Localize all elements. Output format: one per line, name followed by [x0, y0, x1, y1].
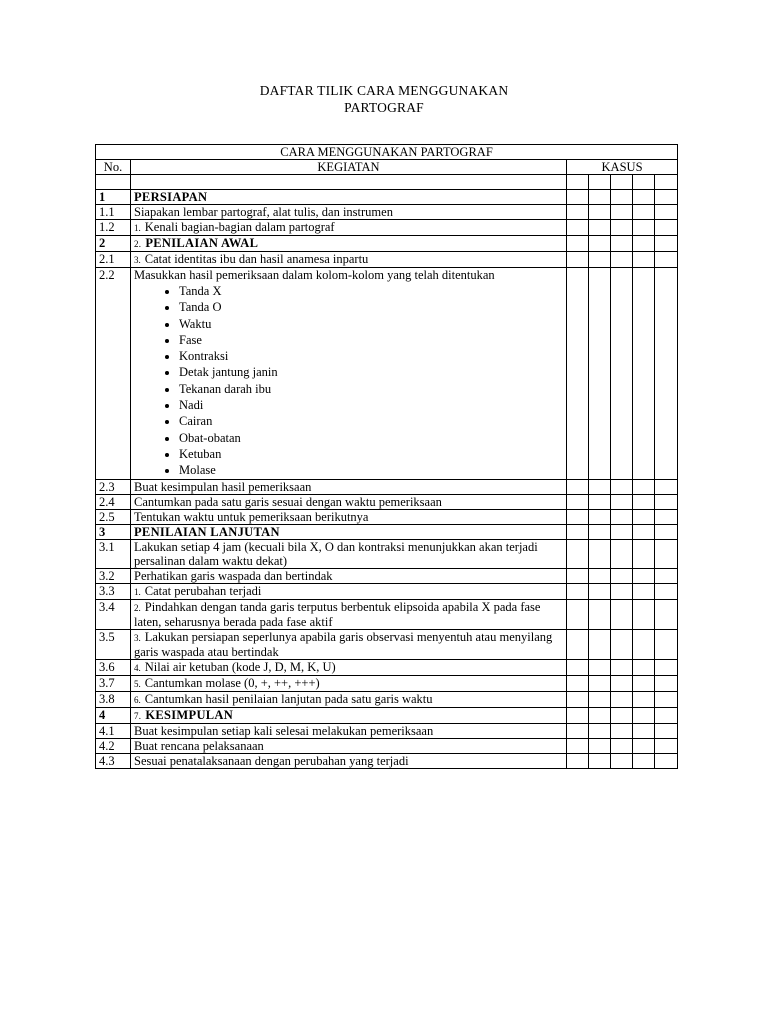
parameter-list [134, 283, 563, 479]
list-prefix: 1. [134, 586, 141, 597]
row-number: 3 [96, 524, 131, 539]
row-activity: Perhatikan garis waspada dan bertindak [131, 568, 567, 583]
row-number: 4.2 [96, 738, 131, 753]
kasus-cell[interactable] [567, 723, 589, 738]
kasus-cell[interactable] [567, 524, 589, 539]
kasus-cell[interactable] [655, 175, 678, 190]
title-line-1: DAFTAR TILIK CARA MENGGUNAKAN [259, 83, 509, 98]
document-title [0, 82, 768, 116]
activity-text: Nilai air ketuban (kode J, D, M, K, U) [144, 659, 336, 674]
kasus-cell[interactable] [567, 568, 589, 583]
kasus-cell[interactable] [611, 675, 633, 691]
kasus-cell[interactable] [589, 175, 611, 190]
title-line-2: PARTOGRAF [344, 100, 424, 115]
kasus-cell[interactable] [655, 190, 678, 205]
kasus-cell[interactable] [611, 539, 633, 568]
kasus-cell[interactable] [567, 479, 589, 494]
list-item: • Detak jantung janin [179, 364, 563, 380]
kasus-cell[interactable] [589, 205, 611, 220]
list-item: • Tanda O [179, 299, 563, 315]
list-prefix: 7. [134, 710, 142, 721]
kasus-cell[interactable] [633, 675, 655, 691]
row-number: 3.1 [96, 539, 131, 568]
row-activity [131, 220, 567, 236]
kasus-cell[interactable] [633, 629, 655, 659]
kasus-cell[interactable] [567, 236, 589, 252]
kasus-cell[interactable] [633, 539, 655, 568]
kasus-cell[interactable] [611, 268, 633, 480]
activity-text: Catat perubahan terjadi [144, 583, 262, 598]
row-activity [131, 268, 567, 480]
section-row [96, 524, 678, 539]
kasus-cell[interactable] [589, 479, 611, 494]
row-number: 3.5 [96, 629, 131, 659]
list-item: • Tekanan darah ibu [179, 381, 563, 397]
kasus-cell[interactable] [633, 723, 655, 738]
table-row [96, 509, 678, 524]
kasus-cell[interactable] [633, 659, 655, 675]
kasus-cell[interactable] [655, 220, 678, 236]
kasus-cell[interactable] [589, 568, 611, 583]
row-number: 2.4 [96, 494, 131, 509]
kasus-cell[interactable] [567, 268, 589, 480]
list-item: • Nadi [179, 397, 563, 413]
kasus-cell[interactable] [655, 738, 678, 753]
table-row [96, 479, 678, 494]
row-number: 4.1 [96, 723, 131, 738]
kasus-cell[interactable] [655, 753, 678, 768]
kasus-cell[interactable] [655, 205, 678, 220]
kasus-cell[interactable] [655, 539, 678, 568]
row-activity [131, 252, 567, 268]
activity-text: Catat identitas ibu dan hasil anamesa inpartu [144, 252, 369, 266]
kasus-cell[interactable] [655, 524, 678, 539]
row-activity [131, 629, 567, 659]
row-number: 2.3 [96, 479, 131, 494]
kasus-cell[interactable] [655, 509, 678, 524]
row-activity: Cantumkan pada satu garis sesuai dengan waktu pemeriksaan [131, 494, 567, 509]
kasus-cell[interactable] [589, 236, 611, 252]
row-number: 4 [96, 707, 131, 723]
spacer-no-cell [96, 175, 131, 190]
kasus-cell[interactable] [589, 494, 611, 509]
kasus-cell[interactable] [567, 220, 589, 236]
row-number: 3.8 [96, 691, 131, 707]
kasus-cell[interactable] [633, 268, 655, 480]
table-row [96, 738, 678, 753]
table-caption: CARA MENGGUNAKAN PARTOGRAF [96, 145, 678, 160]
list-item: • Tanda X [179, 283, 563, 299]
row-activity [131, 691, 567, 707]
kasus-cell[interactable] [567, 583, 589, 599]
kasus-cell[interactable] [633, 175, 655, 190]
kasus-cell[interactable] [611, 175, 633, 190]
activity-text: Cantumkan molase (0, +, ++, +++) [144, 675, 320, 690]
list-item: • Molase [179, 462, 563, 478]
kasus-cell[interactable] [655, 723, 678, 738]
table-row [96, 723, 678, 738]
kasus-cell[interactable] [633, 583, 655, 599]
row-number: 3.2 [96, 568, 131, 583]
kasus-cell[interactable] [611, 753, 633, 768]
kasus-cell[interactable] [655, 568, 678, 583]
list-item: • Fase [179, 332, 563, 348]
kasus-cell[interactable] [655, 629, 678, 659]
kasus-cell[interactable] [567, 509, 589, 524]
kasus-cell[interactable] [633, 252, 655, 268]
kasus-cell[interactable] [655, 252, 678, 268]
table-row [96, 629, 678, 659]
row-activity: Siapakan lembar partograf, alat tulis, dan instrumen [131, 205, 567, 220]
kasus-cell[interactable] [611, 494, 633, 509]
row-number: 3.3 [96, 583, 131, 599]
kasus-cell[interactable] [655, 479, 678, 494]
kasus-cell[interactable] [655, 494, 678, 509]
header-kegiatan: KEGIATAN [131, 160, 567, 175]
row-number: 4.3 [96, 753, 131, 768]
activity-text: Cantumkan hasil penilaian lanjutan pada satu garis waktu [144, 691, 433, 706]
kasus-cell[interactable] [633, 479, 655, 494]
row-number: 1.2 [96, 220, 131, 236]
row-activity: Tentukan waktu untuk pemeriksaan berikutnya [131, 509, 567, 524]
table-row [96, 675, 678, 691]
kasus-cell[interactable] [589, 659, 611, 675]
kasus-cell[interactable] [611, 190, 633, 205]
kasus-cell[interactable] [655, 599, 678, 629]
list-prefix: 4. [134, 662, 141, 673]
kasus-cell[interactable] [589, 220, 611, 236]
table-caption-row [96, 145, 678, 160]
row-activity: Buat kesimpulan setiap kali selesai melakukan pemeriksaan [131, 723, 567, 738]
row-number: 2.2 [96, 268, 131, 480]
kasus-cell[interactable] [567, 629, 589, 659]
kasus-cell[interactable] [589, 190, 611, 205]
kasus-cell[interactable] [589, 599, 611, 629]
row-number: 2.1 [96, 252, 131, 268]
kasus-cell[interactable] [655, 675, 678, 691]
kasus-cell[interactable] [611, 738, 633, 753]
list-item: • Waktu [179, 316, 563, 332]
kasus-cell[interactable] [655, 707, 678, 723]
activity-text: Masukkan hasil pemeriksaan dalam kolom-kolom yang telah ditentukan [134, 268, 495, 282]
section-title: PERSIAPAN [131, 190, 567, 205]
section-text: KESIMPULAN [145, 707, 234, 722]
row-activity [131, 599, 567, 629]
list-prefix: 3. [134, 632, 141, 643]
row-activity [131, 659, 567, 675]
kasus-cell[interactable] [567, 494, 589, 509]
list-prefix: 1. [134, 223, 141, 233]
row-number: 3.6 [96, 659, 131, 675]
kasus-cell[interactable] [633, 568, 655, 583]
row-number: 2 [96, 236, 131, 252]
kasus-cell[interactable] [633, 205, 655, 220]
kasus-cell[interactable] [589, 738, 611, 753]
kasus-cell[interactable] [567, 691, 589, 707]
list-prefix: 3. [134, 255, 141, 265]
kasus-cell[interactable] [611, 479, 633, 494]
kasus-cell[interactable] [611, 691, 633, 707]
section-title: PENILAIAN LANJUTAN [131, 524, 567, 539]
kasus-cell[interactable] [589, 524, 611, 539]
kasus-cell[interactable] [633, 738, 655, 753]
kasus-cell[interactable] [611, 568, 633, 583]
kasus-cell[interactable] [611, 205, 633, 220]
kasus-cell[interactable] [633, 220, 655, 236]
row-activity: Sesuai penatalaksanaan dengan perubahan yang terjadi [131, 753, 567, 768]
list-item: • Obat-obatan [179, 430, 563, 446]
row-activity: Lakukan setiap 4 jam (kecuali bila X, O dan kontraksi menunjukkan akan terjadi persalinan dalam waktu dekat) [131, 539, 567, 568]
kasus-cell[interactable] [567, 675, 589, 691]
kasus-cell[interactable] [611, 599, 633, 629]
kasus-cell[interactable] [655, 583, 678, 599]
table-row [96, 205, 678, 220]
kasus-cell[interactable] [567, 539, 589, 568]
kasus-cell[interactable] [633, 753, 655, 768]
kasus-cell[interactable] [655, 268, 678, 480]
kasus-cell[interactable] [589, 539, 611, 568]
kasus-cell[interactable] [611, 524, 633, 539]
table-row [96, 252, 678, 268]
kasus-cell[interactable] [611, 252, 633, 268]
table-row [96, 691, 678, 707]
list-prefix: 5. [134, 678, 141, 689]
kasus-cell[interactable] [611, 707, 633, 723]
kasus-cell[interactable] [589, 723, 611, 738]
kasus-cell[interactable] [567, 659, 589, 675]
kasus-cell[interactable] [567, 753, 589, 768]
row-number: 1.1 [96, 205, 131, 220]
activity-text: Pindahkan dengan tanda garis terputus berbentuk elipsoida apabila X pada fase laten, seharusnya berada pada fase aktif [134, 599, 541, 629]
kasus-cell[interactable] [633, 691, 655, 707]
kasus-cell[interactable] [655, 236, 678, 252]
activity-text: Lakukan persiapan seperlunya apabila garis observasi menyentuh atau menyilang garis waspada atau bertindak [134, 629, 553, 659]
kasus-cell[interactable] [567, 175, 589, 190]
spacer-kegiatan-cell [131, 175, 567, 190]
kasus-cell[interactable] [633, 599, 655, 629]
list-prefix: 2. [134, 602, 141, 613]
kasus-cell[interactable] [589, 675, 611, 691]
table-row [96, 268, 678, 480]
kasus-cell[interactable] [655, 659, 678, 675]
table-row [96, 659, 678, 675]
list-item: • Kontraksi [179, 348, 563, 364]
kasus-cell[interactable] [633, 509, 655, 524]
row-activity: Buat kesimpulan hasil pemeriksaan [131, 479, 567, 494]
row-activity: Buat rencana pelaksanaan [131, 738, 567, 753]
kasus-cell[interactable] [611, 236, 633, 252]
table-row [96, 583, 678, 599]
kasus-cell[interactable] [633, 190, 655, 205]
kasus-cell[interactable] [611, 629, 633, 659]
kasus-cell[interactable] [589, 509, 611, 524]
list-item: • Cairan [179, 413, 563, 429]
kasus-cell[interactable] [589, 707, 611, 723]
kasus-cell[interactable] [611, 509, 633, 524]
kasus-cell[interactable] [611, 220, 633, 236]
section-row [96, 707, 678, 723]
kasus-cell[interactable] [611, 659, 633, 675]
list-prefix: 2. [134, 239, 142, 249]
table-header-row [96, 160, 678, 175]
kasus-cell[interactable] [633, 707, 655, 723]
kasus-cell[interactable] [589, 753, 611, 768]
table-row [96, 753, 678, 768]
table-spacer-row [96, 175, 678, 190]
table-row [96, 220, 678, 236]
kasus-cell[interactable] [589, 691, 611, 707]
checklist-table [95, 144, 678, 769]
kasus-cell[interactable] [589, 268, 611, 480]
kasus-cell[interactable] [611, 723, 633, 738]
kasus-cell[interactable] [611, 583, 633, 599]
row-activity [131, 675, 567, 691]
table-row [96, 494, 678, 509]
kasus-cell[interactable] [633, 524, 655, 539]
row-number: 1 [96, 190, 131, 205]
kasus-cell[interactable] [567, 190, 589, 205]
section-text: PENILAIAN AWAL [145, 236, 259, 250]
header-kasus: KASUS [567, 160, 678, 175]
row-number: 3.7 [96, 675, 131, 691]
kasus-cell[interactable] [589, 252, 611, 268]
activity-text: Kenali bagian-bagian dalam partograf [144, 220, 335, 234]
table-row [96, 568, 678, 583]
table-row [96, 539, 678, 568]
list-prefix: 6. [134, 694, 141, 705]
kasus-cell[interactable] [589, 583, 611, 599]
kasus-cell[interactable] [567, 738, 589, 753]
row-activity [131, 583, 567, 599]
header-no: No. [96, 160, 131, 175]
row-number: 3.4 [96, 599, 131, 629]
section-row [96, 190, 678, 205]
row-number: 2.5 [96, 509, 131, 524]
kasus-cell[interactable] [567, 252, 589, 268]
kasus-cell[interactable] [633, 236, 655, 252]
kasus-cell[interactable] [589, 629, 611, 659]
kasus-cell[interactable] [567, 707, 589, 723]
section-title [131, 236, 567, 252]
kasus-cell[interactable] [567, 599, 589, 629]
kasus-cell[interactable] [655, 691, 678, 707]
section-row [96, 236, 678, 252]
kasus-cell[interactable] [567, 205, 589, 220]
table-row [96, 599, 678, 629]
section-title [131, 707, 567, 723]
list-item: • Ketuban [179, 446, 563, 462]
kasus-cell[interactable] [633, 494, 655, 509]
